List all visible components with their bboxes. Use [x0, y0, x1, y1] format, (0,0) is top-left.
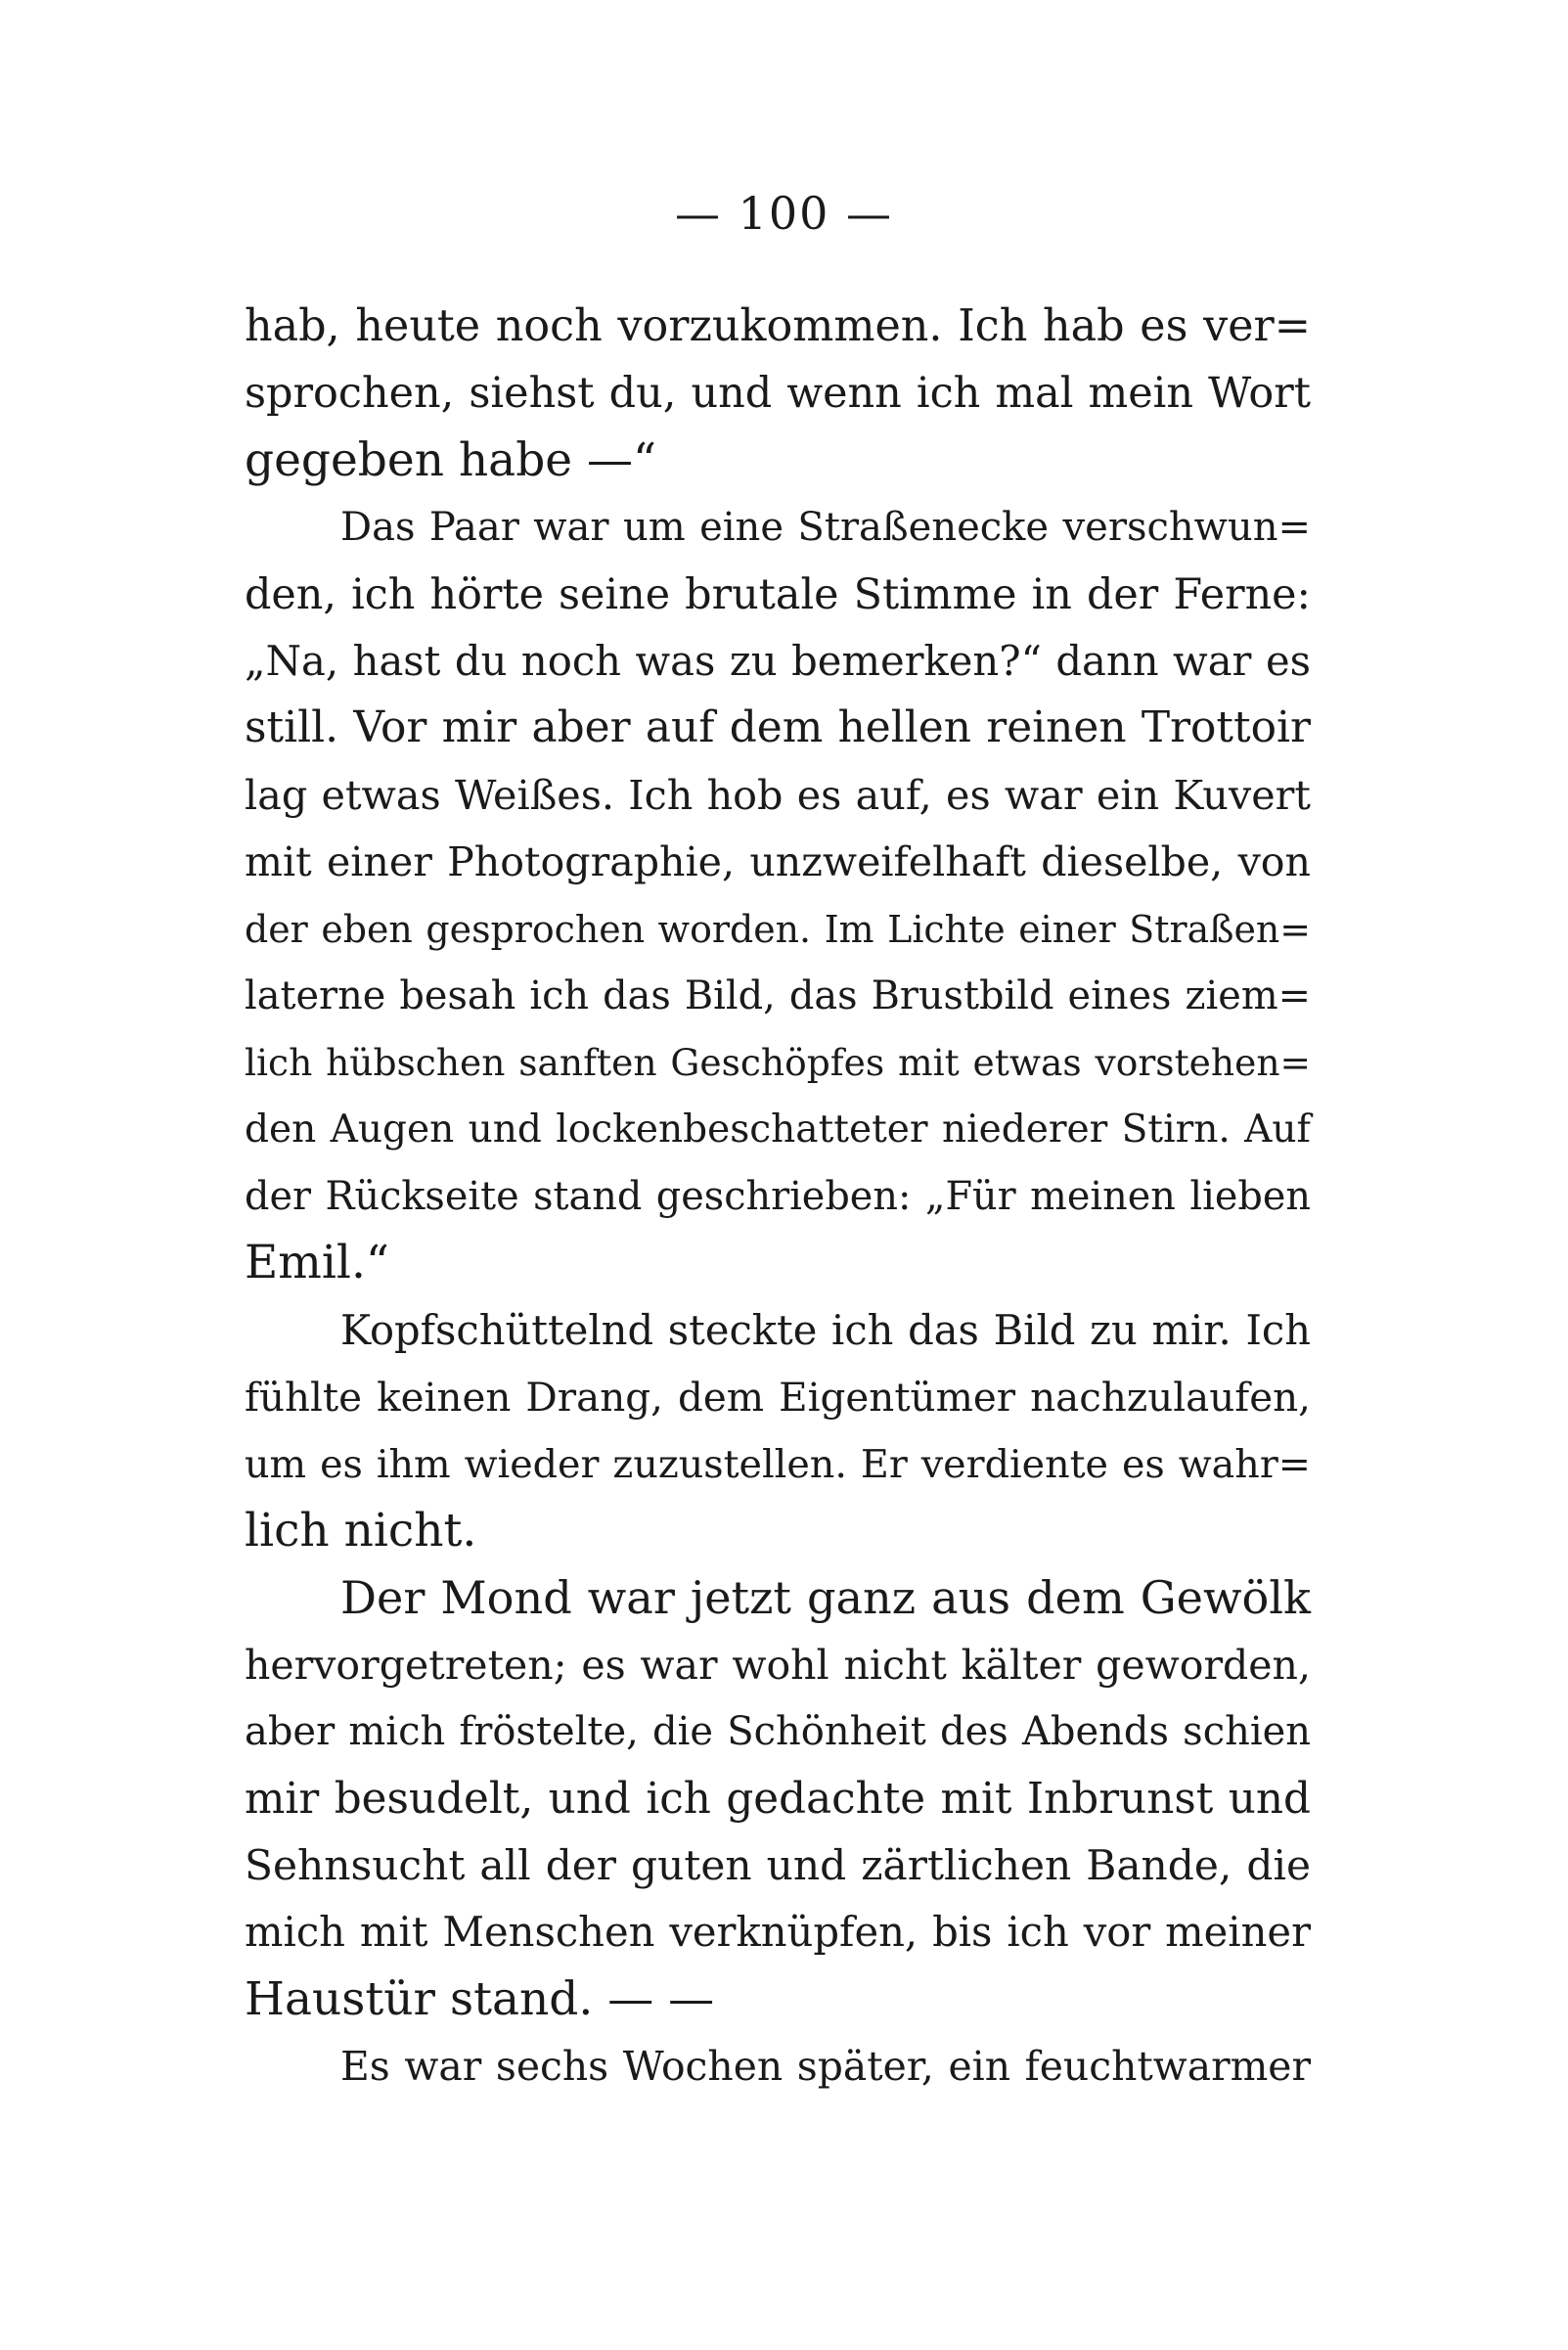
text-line: Kopfschüttelnd steckte ich das Bild zu mir. Ich [340, 1305, 1311, 1354]
text-line: Der Mond war jetzt ganz aus dem Gewölk [340, 1571, 1311, 1625]
text-line: hab, heute noch vorzukommen. Ich hab es ver= [245, 301, 1311, 351]
text-line: fühlte keinen Drang, dem Eigentümer nachzulaufen, [245, 1374, 1311, 1422]
body-text [245, 294, 1311, 2101]
text-line: „Na, hast du noch was zu bemerken?“ dann war es [245, 636, 1311, 685]
text-line: aber mich fröstelte, die Schönheit des Abends schien [245, 1709, 1311, 1755]
text-line: sprochen, siehst du, und wenn ich mal mein Wort [245, 369, 1311, 419]
text-line: Das Paar war um eine Straßenecke verschwun= [340, 505, 1311, 551]
text-line: lag etwas Weißes. Ich hob es auf, es war ein Kuvert [245, 771, 1311, 819]
text-line: Emil.“ [245, 1236, 389, 1290]
text-line: laterne besah ich das Bild, das Brustbild eines ziem= [245, 972, 1311, 1018]
text-line: der Rückseite stand geschrieben: „Für meinen lieben [245, 1174, 1311, 1220]
text-line: Es war sechs Wochen später, ein feuchtwarmer [340, 2043, 1311, 2091]
text-line: gegeben habe —“ [245, 432, 657, 487]
text-line: Sehnsucht all der guten und zärtlichen Bande, die [245, 1840, 1311, 1889]
text-line: mich mit Menschen verknüpfen, bis ich vor meiner [245, 1908, 1311, 1957]
page-number: — 100 — [674, 187, 894, 240]
text-line: mit einer Photographie, unzweifelhaft dieselbe, von [245, 838, 1311, 886]
text-line: der eben gesprochen worden. Im Lichte einer Straßen= [245, 907, 1311, 951]
text-line: hervorgetreten; es war wohl nicht kälter geworden, [245, 1641, 1311, 1689]
text-line: den Augen und lockenbeschatteter niederer Stirn. Auf [245, 1107, 1311, 1152]
text-line: den, ich hörte seine brutale Stimme in der Ferne: [245, 569, 1311, 619]
text-line: lich hübschen sanften Geschöpfes mit etwas vorstehen= [245, 1041, 1311, 1085]
text-line: um es ihm wieder zuzustellen. Er verdiente es wahr= [245, 1441, 1311, 1487]
text-line: Haustür stand. — — [245, 1971, 715, 2026]
text-line: mir besudelt, und ich gedachte mit Inbrunst und [245, 1773, 1311, 1824]
text-line: lich nicht. [245, 1504, 477, 1559]
text-line: still. Vor mir aber auf dem hellen reinen Trottoir [245, 702, 1311, 753]
